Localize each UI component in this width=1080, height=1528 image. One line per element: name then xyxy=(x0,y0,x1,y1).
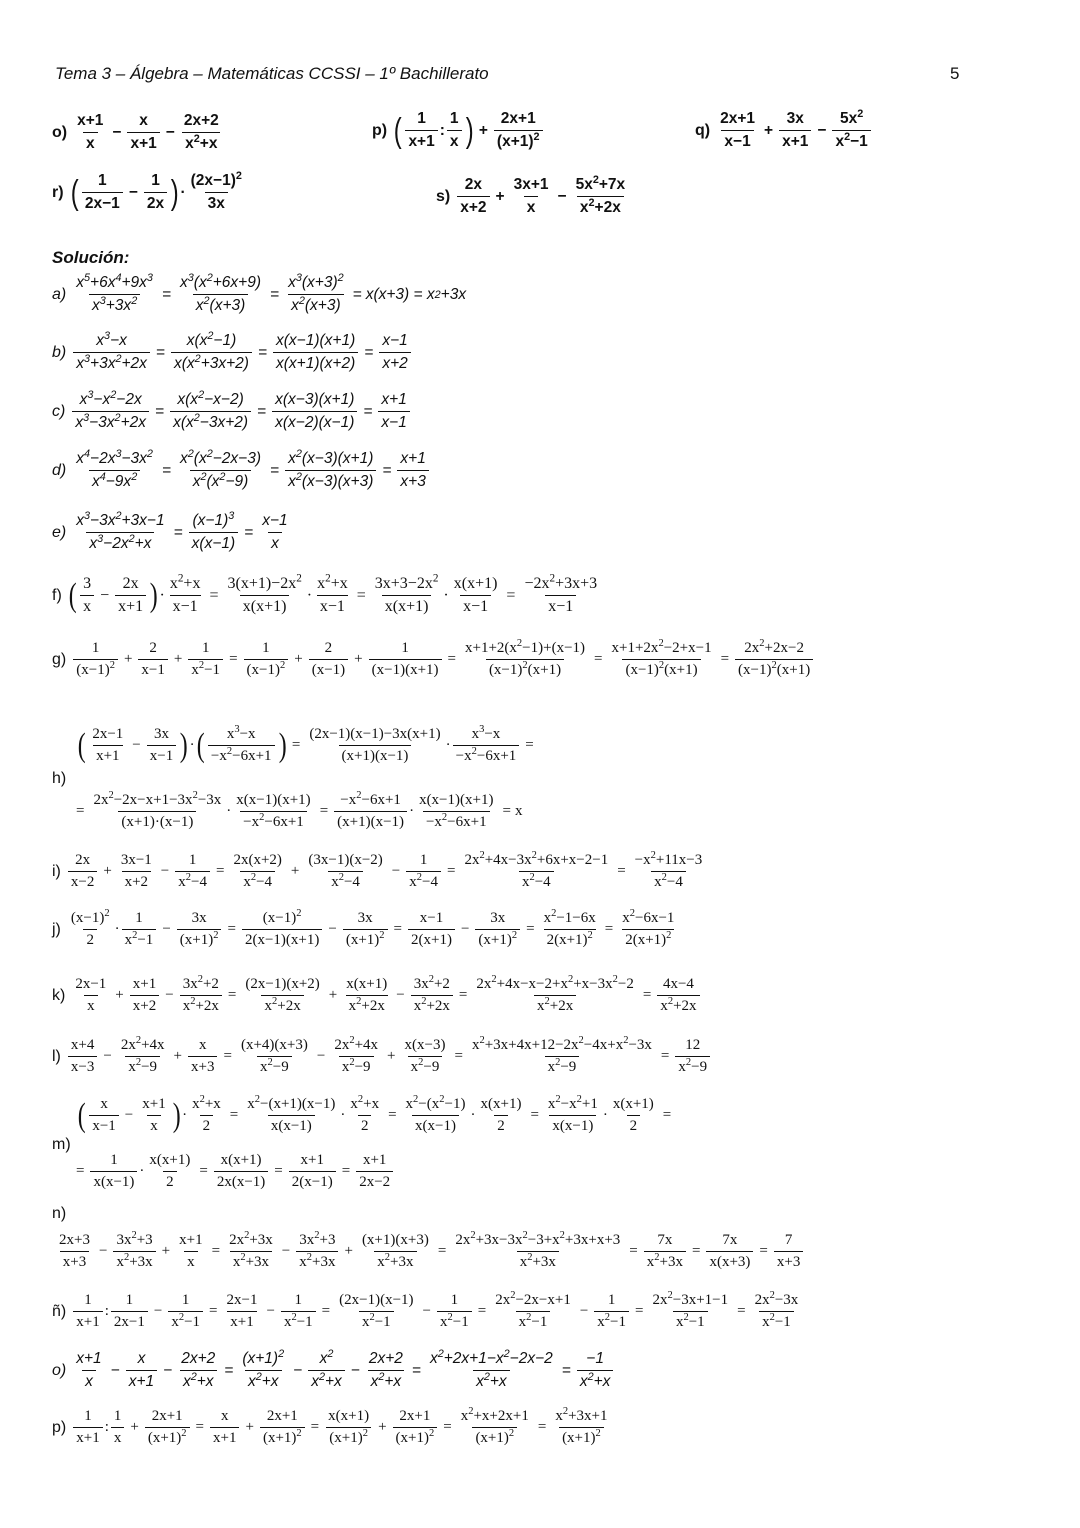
solution-m-line1: ( x x−1 − $\frac{x+1}{x}$ ) · $\frac{x^2+x}{2}$ = $\frac{x^2-(x+1)(x-1)}{x(x-1)}$ · $\frac{x^2+x}{2}$ = $\frac{x^2-(x^2-1)}{x(x-1)}$ · $\frac{x(x+1)}{2}$ = $\frac{x^2-x^2+1}{x(x-1)}$ · $\frac{x(x+1)}{2}$ = xyxy=(77,1094,672,1134)
exercise-r: r) ( 1 2x−1 − $\frac{1}{2x}$ ) · $(2x-1)^2$ 3x xyxy=(52,169,242,212)
solution-heading: Solución: xyxy=(52,248,130,267)
solution-h-line1: ( 2x−1 x+1 − $\frac{3x}{x-1}$ ) · ( $x^3-x$ $-x^2-6x+1$ ) = $\frac{(2x-1)(x-1)-3x(x+1)}{(x+1)(x-1)}$ · $\frac{x^3-x}{-x^2-6x+1}$ = xyxy=(77,724,534,764)
solution-c: c) $\frac{x^3-x^2-2x}{x^3-3x^2+2x}$ = $\frac{x(x^2-x-2)}{x(x^2-3x+2)}$ = $\frac{x(x-3)(x+1)}{x(x-2)(x-1)}$ = $\frac{x+1}{x-1}$ xyxy=(52,391,412,432)
exercise-p: p) ( 1 x+1 : 1 x ) + $\frac{2x+1}{(x+1)^2}$ xyxy=(372,110,545,151)
exercise-o: o) x+1 x − $\frac{x}{x+1}$ − $\frac{2x+2}{x^2+x}$ xyxy=(52,112,219,152)
solution-g: g) 1 $(x-1)^2$ + $\frac{2}{x-1}$ + $\frac{1}{x^2-1}$ = $\frac{1}{(x-1)^2}$ + $\frac{2}{(x-1)}$ + $\frac{1}{(x-1)(x+1)}$ = $\frac{x+1+2(x^2-1)+(x-1)}{(x-1)^2(x+1)}$ = $\frac{x+1+2x^2-2+x-1}{(x-1)^2(x+1)}$ = $\frac{2x^2+2x-2}{(x-1)^2(x+1)}$ xyxy=(52,640,815,679)
solution-b: b) $\frac{x^3-x}{x^3+3x^2+2x}$ = $\frac{x(x^2-1)}{x(x^2+3x+2)}$ = $\frac{x(x-1)(x+1)}{x(x+1)(x+2)}$ = $\frac{x-1}{x+2}$ xyxy=(52,332,413,373)
page-number: 5 xyxy=(950,64,960,83)
solution-m-line2: = $\frac{1}{x(x-1)}$ · $\frac{x(x+1)}{2}$ = $\frac{x(x+1)}{2x(x-1)}$ = $\frac{x+1}{2(x-1)}$ = $\frac{x+1}{2x-2}$ xyxy=(72,1152,395,1191)
solution-n: 2x+3 x+3 − $\frac{3x^2+3}{x^2+3x}$ + $\frac{x+1}{x}$ = $\frac{2x^2+3x}{x^2+3x}$ − $\frac{3x^2+3}{x^2+3x}$ + $\frac{(x+1)(x+3)}{x^2+3x}$ = $\frac{2x^2+3x-3x^2-3+x^2+3x+x+3}{x^2+3x}$ = $\frac{7x}{x^2+3x}$ = $\frac{7x}{x(x+3)}$ = $\frac{7}{x+3}$ xyxy=(54,1232,805,1271)
solution-m-label: m) xyxy=(52,1136,71,1153)
solution-n-label: n) xyxy=(52,1205,67,1222)
solution-o: o) x+1 x − $\frac{x}{x+1}$ − $\frac{2x+2}{x^2+x}$ = $\frac{(x+1)^2}{x^2+x}$ − $\frac{x^2}{x^2+x}$ − $\frac{2x+2}{x^2+x}$ = $\frac{x^2+2x+1-x^2-2x-2}{x^2+x}$ = $\frac{-1}{x^2+x}$ xyxy=(52,1350,615,1391)
solution-h-label: h) xyxy=(52,770,67,787)
solution-a: a) $\frac{x^5+6x^4+9x^3}{x^3+3x^2}$ = $\frac{x^3(x^2+6x+9)}{x^2(x+3)}$ = $\frac{x^3(x+3)^2}{x^2(x+3)}$ = x(x+3) = x 2 +3x xyxy=(52,271,467,314)
solution-d: d) $\frac{x^4-2x^3-3x^2}{x^4-9x^2}$ = $\frac{x^2(x^2-2x-3)}{x^2(x^2-9)}$ = $\frac{x^2(x-3)(x+1)}{x^2(x-3)(x+3)}$ = $\frac{x+1}{x+3}$ xyxy=(52,450,431,491)
page-header-title: Tema 3 – Álgebra – Matemáticas CCSSI – 1º Bachillerato xyxy=(55,64,489,83)
solution-p: p) 1 x+1 : 1 x + $\frac{2x+1}{(x+1)^2}$ = $\frac{x}{x+1}$ + $\frac{2x+1}{(x+1)^2}$ = $\frac{x(x+1)}{(x+1)^2}$ + $\frac{2x+1}{(x+1)^2}$ = $\frac{x^2+x+2x+1}{(x+1)^2}$ = $\frac{x^2+3x+1}{(x+1)^2}$ xyxy=(52,1406,608,1446)
solution-f: f) ( 3 x − $\frac{2x}{x+1}$ ) · $\frac{x^2+x}{x-1}$ = $\frac{3(x+1)-2x^2}{x(x+1)}$ · $\frac{x^2+x}{x-1}$ = $\frac{3x+3-2x^2}{x(x+1)}$ · $\frac{x(x+1)}{x-1}$ = $\frac{-2x^2+3x+3}{x-1}$ xyxy=(52,572,598,615)
solution-i: i) 2x x−2 + $\frac{3x-1}{x+2}$ − $\frac{1}{x^2-4}$ = $\frac{2x(x+2)}{x^2-4}$ + $\frac{(3x-1)(x-2)}{x^2-4}$ − $\frac{1}{x^2-4}$ = $\frac{2x^2+4x-3x^2+6x+x-2-1}{x^2-4}$ = $\frac{-x^2+11x-3}{x^2-4}$ xyxy=(52,850,703,890)
solution-e: e) $\frac{x^3-3x^2+3x-1}{x^3-2x^2+x}$ = $\frac{(x-1)^3}{x(x-1)}$ = $\frac{x-1}{x}$ xyxy=(52,509,288,552)
exercise-q: q) 2x+1 x−1 + $\frac{3x}{x+1}$ − $\frac{5x^2}{x^2-1}$ xyxy=(695,110,873,151)
solution-j: j) $(x-1)^2$ 2 · 1 $x^2-1$ − $\frac{3x}{(x+1)^2}$ = $\frac{(x-1)^2}{2(x-1)(x+1)}$ − $\frac{3x}{(x+1)^2}$ = $\frac{x-1}{2(x+1)}$ − $\frac{3x}{(x+1)^2}$ = $\frac{x^2-1-6x}{2(x+1)^2}$ = $\frac{x^2-6x-1}{2(x+1)^2}$ xyxy=(52,908,675,948)
exercise-s: s) 2x x+2 + $\frac{3x+1}{x}$ − $\frac{5x^2+7x}{x^2+2x}$ xyxy=(436,173,626,216)
solution-h-line2: = $\frac{2x^2-2x-x+1-3x^2-3x}{(x+1)\cdot(x-1)}$ · $\frac{x(x-1)(x+1)}{-x^2-6x+1}$ = $\frac{-x^2-6x+1}{(x+1)(x-1)}$ · $\frac{x(x-1)(x+1)}{-x^2-6x+1}$ = x xyxy=(76,790,523,830)
solution-k: k) 2x−1 x + $\frac{x+1}{x+2}$ − $\frac{3x^2+2}{x^2+2x}$ = $\frac{(2x-1)(x+2)}{x^2+2x}$ + $\frac{x(x+1)}{x^2+2x}$ − $\frac{3x^2+2}{x^2+2x}$ = $\frac{2x^2+4x-x-2+x^2+x-3x^2-2}{x^2+2x}$ = $\frac{4x-4}{x^2+2x}$ xyxy=(52,976,702,1015)
solution-l: l) x+4 x−3 − $\frac{2x^2+4x}{x^2-9}$ + $\frac{x}{x+3}$ = $\frac{(x+4)(x+3)}{x^2-9}$ − $\frac{2x^2+4x}{x^2-9}$ + $\frac{x(x-3)}{x^2-9}$ = $\frac{x^2+3x+4x+12-2x^2-4x+x^2-3x}{x^2-9}$ = $\frac{12}{x^2-9}$ xyxy=(52,1037,712,1076)
solution-nn: ñ) 1 x+1 : 1 2x−1 − $\frac{1}{x^2-1}$ = $\frac{2x-1}{x+1}$ − $\frac{1}{x^2-1}$ = $\frac{(2x-1)(x-1)}{x^2-1}$ − $\frac{1}{x^2-1}$ = $\frac{2x^2-2x-x+1}{x^2-1}$ − $\frac{1}{x^2-1}$ = $\frac{2x^2-3x+1-1}{x^2-1}$ = $\frac{2x^2-3x}{x^2-1}$ xyxy=(52,1290,799,1330)
